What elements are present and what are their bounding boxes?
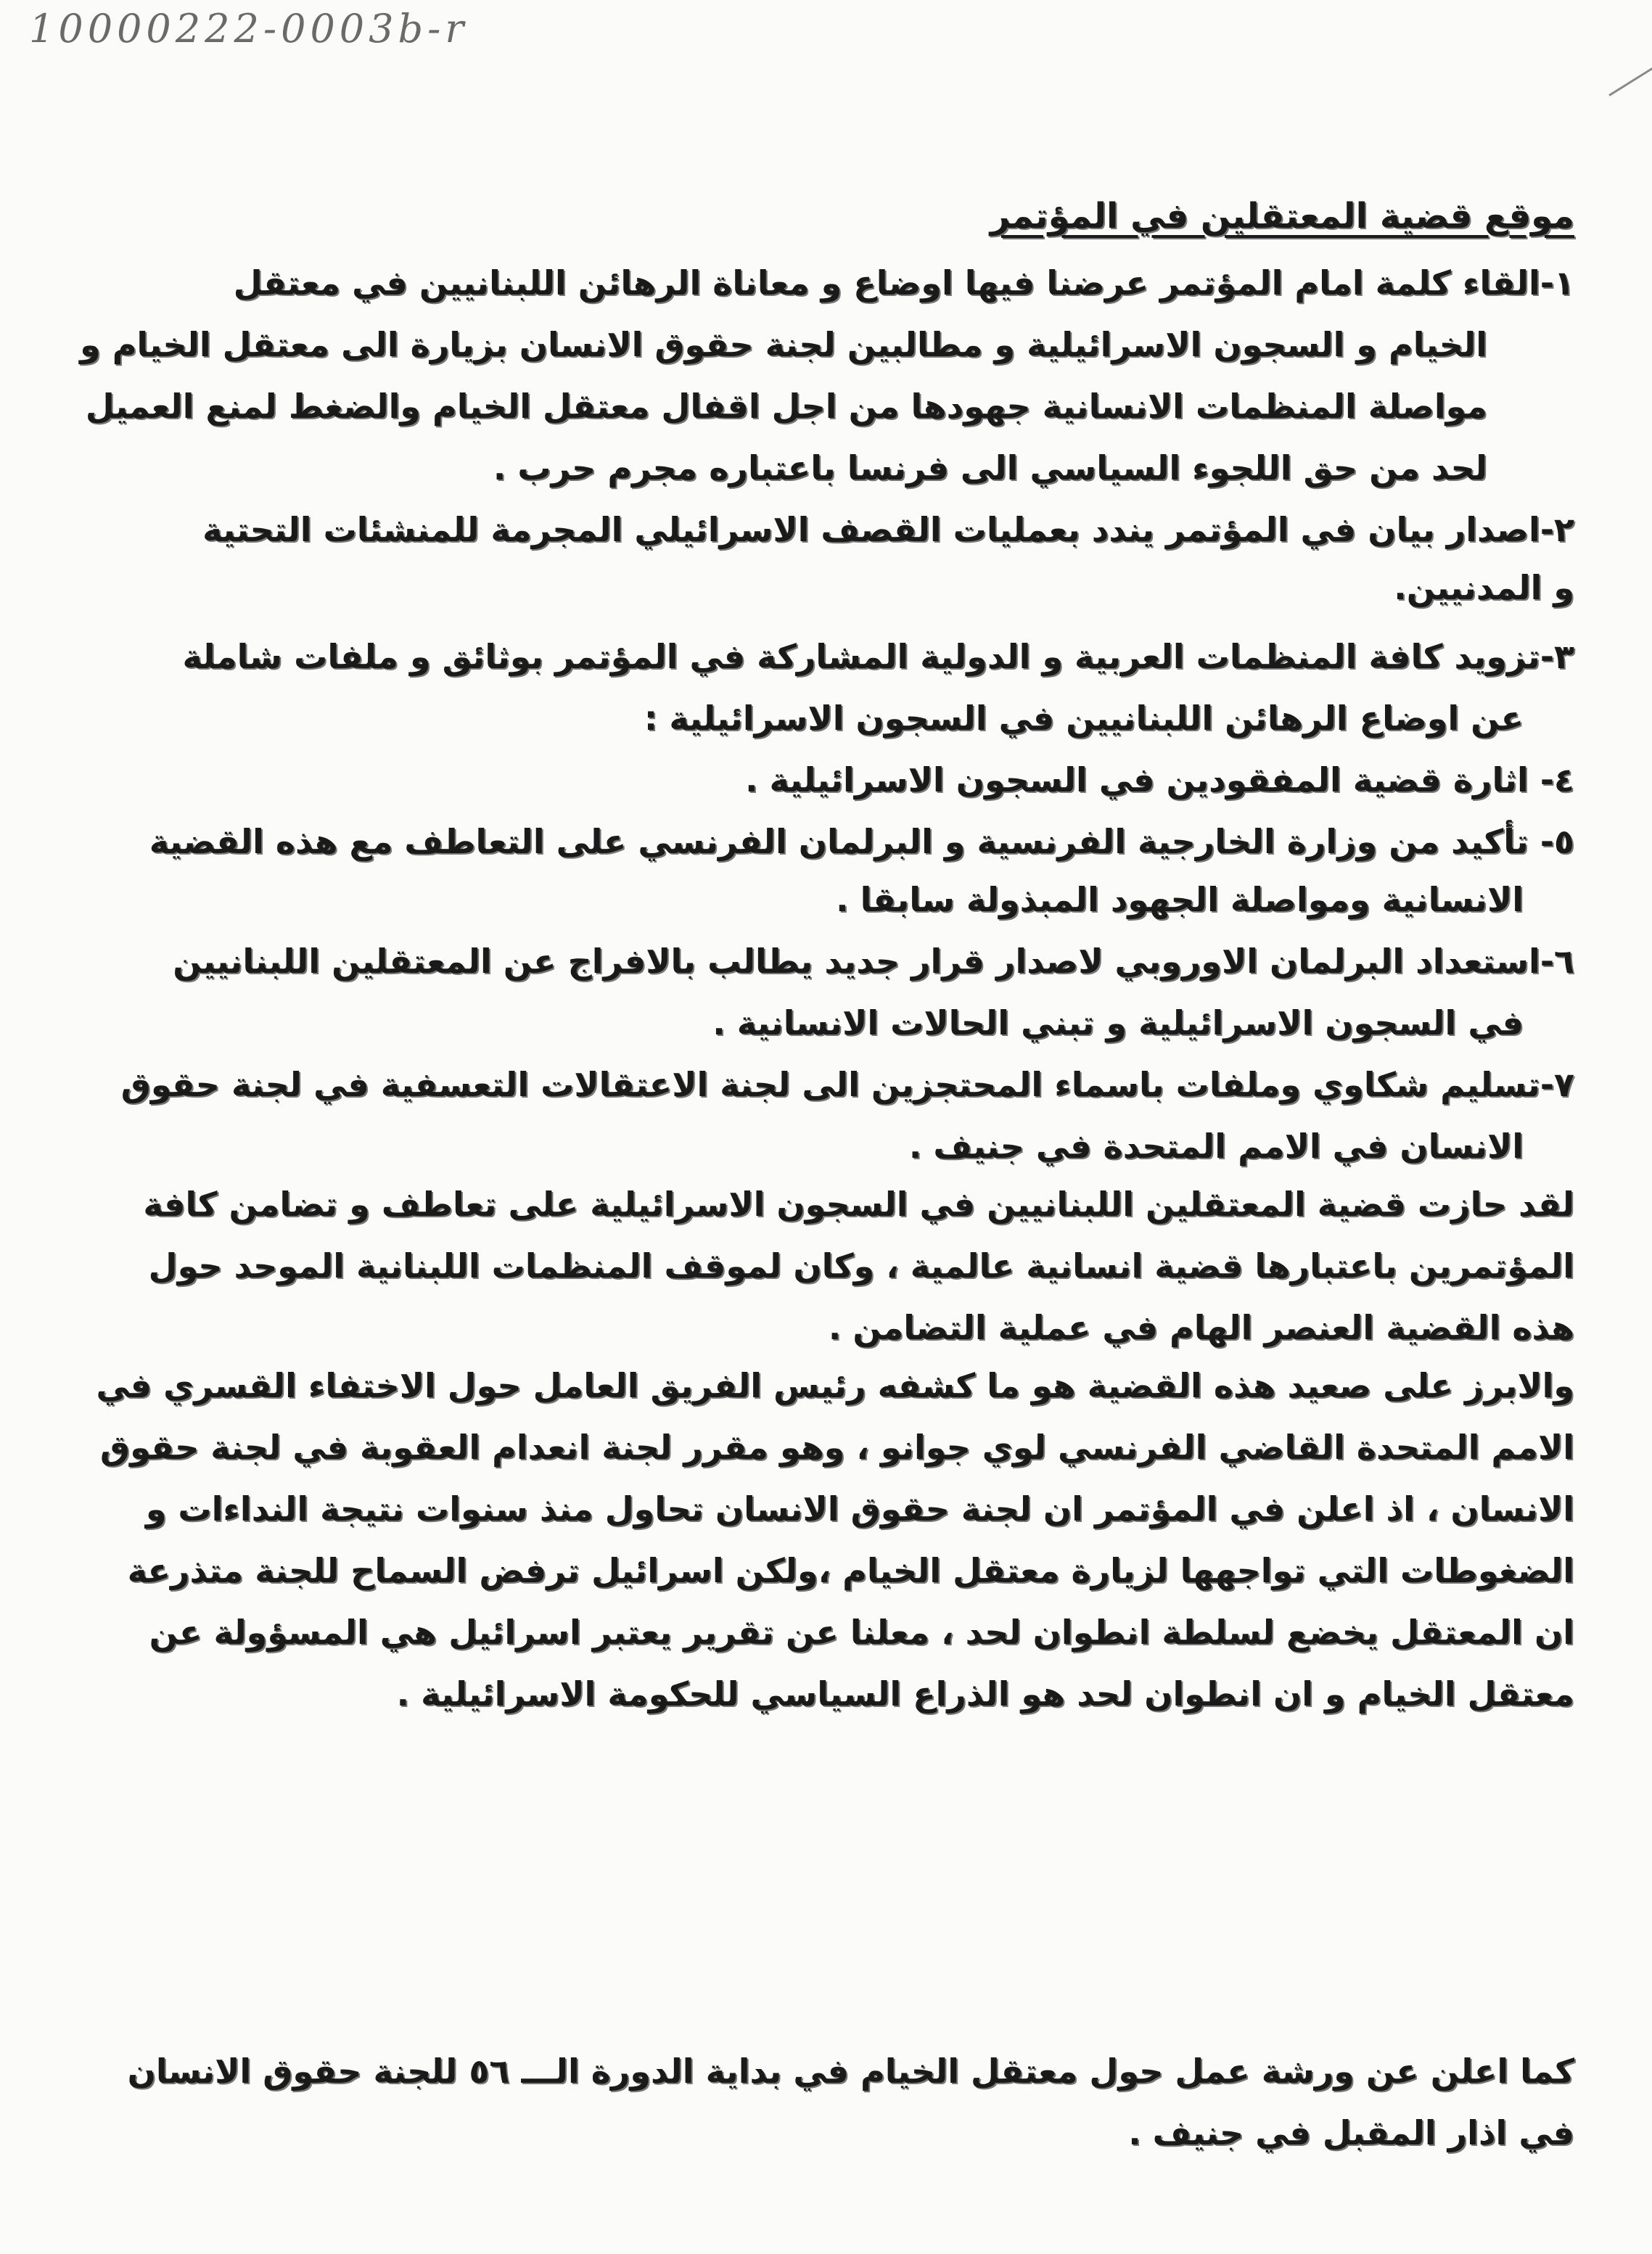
- handwritten-document-id: 10000222-0003b-r: [29, 6, 469, 52]
- item-6-line-1: ٦-استعداد البرلمان الاوروبي لاصدار قرار جديد يطالب بالافراج عن المعتقلين اللبنانيين: [173, 942, 1574, 981]
- item-5-line-1: ٥- تأكيد من وزارة الخارجية الفرنسية و البرلمان الفرنسي على التعاطف مع هذه القضية: [149, 822, 1574, 861]
- paragraph-3-line-2: في اذار المقبل في جنيف .: [1128, 2113, 1574, 2152]
- item-4-line-1: ٤- اثارة قضية المفقودين في السجون الاسرائيلية .: [745, 760, 1574, 799]
- item-1-line-1: ١-القاء كلمة امام المؤتمر عرضنا فيها اوضاع و معاناة الرهائن اللبنانيين في معتقل: [233, 263, 1574, 303]
- paragraph-1-line-3: هذه القضية العنصر الهام في عملية التضامن .: [828, 1308, 1574, 1347]
- item-5-line-2: الانسانية ومواصلة الجهود المبذولة سابقا .: [836, 880, 1524, 919]
- item-2-line-1: ٢-اصدار بيان في المؤتمر يندد بعمليات القصف الاسرائيلي المجرمة للمنشئات التحتية: [202, 510, 1574, 549]
- item-1-line-4: لحد من حق اللجوء السياسي الى فرنسا باعتباره مجرم حرب .: [493, 448, 1487, 488]
- pen-mark: [1608, 67, 1652, 96]
- paragraph-2-line-1: والابرز على صعيد هذه القضية هو ما كشفه رئيس الفريق العامل حول الاختفاء القسري في: [96, 1366, 1574, 1405]
- paragraph-2-line-4: الضغوطات التي تواجهها لزيارة معتقل الخيام ،ولكن اسرائيل ترفض السماح للجنة متذرعة: [127, 1551, 1574, 1590]
- paragraph-1-line-1: لقد حازت قضية المعتقلين اللبنانيين في السجون الاسرائيلية على تعاطف و تضامن كافة: [143, 1185, 1574, 1224]
- paragraph-2-line-3: الانسان ، اذ اعلن في المؤتمر ان لجنة حقوق الانسان تحاول منذ سنوات نتيجة النداءات و: [145, 1489, 1574, 1529]
- item-7-line-1: ٧-تسليم شكاوي وملفات باسماء المحتجزين الى لجنة الاعتقالات التعسفية في لجنة حقوق: [120, 1065, 1574, 1104]
- paragraph-2-line-6: معتقل الخيام و ان انطوان لحد هو الذراع السياسي للحكومة الاسرائيلية .: [396, 1674, 1574, 1714]
- document-title: موقع قضية المعتقلين في المؤتمر: [990, 196, 1574, 236]
- paragraph-1-line-2: المؤتمرين باعتبارها قضية انسانية عالمية ، وكان لموقف المنظمات اللبنانية الموحد حول: [148, 1246, 1574, 1286]
- item-1-line-2: الخيام و السجون الاسرائيلية و مطالبين لجنة حقوق الانسان بزيارة الى معتقل الخيام و: [80, 325, 1487, 364]
- item-3-line-1: ٣-تزويد كافة المنظمات العربية و الدولية المشاركة في المؤتمر بوثائق و ملفات شاملة: [182, 637, 1574, 676]
- item-2-line-2: و المدنيين.: [1394, 568, 1574, 607]
- item-7-line-2: الانسان في الامم المتحدة في جنيف .: [908, 1127, 1524, 1166]
- item-1-line-3: مواصلة المنظمات الانسانية جهودها من اجل اقفال معتقل الخيام والضغط لمنع العميل: [85, 387, 1487, 426]
- paragraph-3-line-1: كما اعلن عن ورشة عمل حول معتقل الخيام في بداية الدورة الـــ ٥٦ للجنة حقوق الانسان: [127, 2052, 1574, 2091]
- item-3-line-2: عن اوضاع الرهائن اللبنانيين في السجون الاسرائيلية :: [644, 699, 1524, 738]
- paragraph-2-line-2: الامم المتحدة القاضي الفرنسي لوي جوانو ، وهو مقرر لجنة انعدام العقوبة في لجنة حقوق: [100, 1428, 1574, 1467]
- paragraph-2-line-5: ان المعتقل يخضع لسلطة انطوان لحد ، معلنا عن تقرير يعتبر اسرائيل هي المسؤولة عن: [149, 1613, 1574, 1652]
- item-6-line-2: في السجون الاسرائيلية و تبني الحالات الانسانية .: [712, 1003, 1524, 1042]
